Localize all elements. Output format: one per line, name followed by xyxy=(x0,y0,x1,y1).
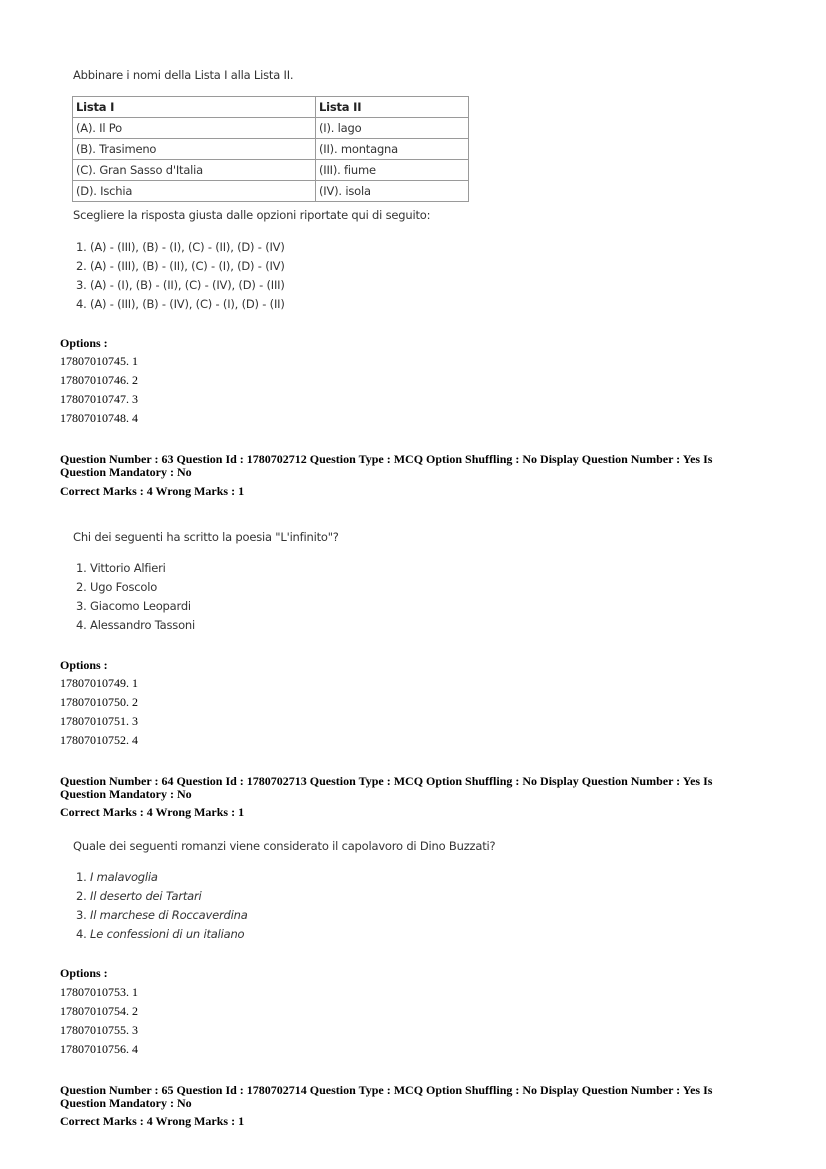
options-label: Options : xyxy=(60,658,108,672)
choice-item: 3. (A) - (I), (B) - (II), (C) - (IV), (D) - (III) xyxy=(76,278,285,292)
q62-prompt: Abbinare i nomi della Lista I alla Lista II. xyxy=(73,68,294,82)
option-item: 17807010756. 4 xyxy=(60,1042,138,1056)
table-row xyxy=(73,181,469,202)
question-mandatory: Question Mandatory : No xyxy=(60,1096,192,1110)
question-meta: Question Number : 63 Question Id : 1780702712 Question Type : MCQ Option Shuffling : No Display Question Number : Yes Is xyxy=(60,452,713,466)
table-header-row xyxy=(73,97,469,118)
choice-title: I malavoglia xyxy=(90,870,158,884)
choice-title: Il deserto dei Tartari xyxy=(90,889,202,903)
choice-item xyxy=(76,927,244,941)
choice-number: 3. xyxy=(76,908,91,922)
table-cell: (III). fiume xyxy=(316,160,469,181)
q63-prompt: Chi dei seguenti ha scritto la poesia "L'infinito"? xyxy=(73,530,339,544)
option-item: 17807010745. 1 xyxy=(60,354,138,368)
option-item: 17807010748. 4 xyxy=(60,411,138,425)
option-item: 17807010753. 1 xyxy=(60,985,138,999)
question-mandatory: Question Mandatory : No xyxy=(60,465,192,479)
choice-title: Il marchese di Roccaverdina xyxy=(90,908,248,922)
choice-item xyxy=(76,870,158,884)
q64-prompt: Quale dei seguenti romanzi viene considerato il capolavoro di Dino Buzzati? xyxy=(73,839,496,853)
option-item: 17807010746. 2 xyxy=(60,373,138,387)
choice-item: 1. Vittorio Alfieri xyxy=(76,561,166,575)
table-header: Lista II xyxy=(316,97,469,118)
choice-title: Le confessioni di un italiano xyxy=(90,927,245,941)
option-item: 17807010755. 3 xyxy=(60,1023,138,1037)
choice-item: 2. (A) - (III), (B) - (II), (C) - (I), (D) - (IV) xyxy=(76,259,285,273)
choice-number: 4. xyxy=(76,927,91,941)
table-row xyxy=(73,139,469,160)
question-mandatory: Question Mandatory : No xyxy=(60,787,192,801)
question-marks: Correct Marks : 4 Wrong Marks : 1 xyxy=(60,805,245,819)
question-meta: Question Number : 65 Question Id : 1780702714 Question Type : MCQ Option Shuffling : No Display Question Number : Yes Is xyxy=(60,1083,713,1097)
choice-number: 2. xyxy=(76,889,91,903)
choice-item: 1. (A) - (III), (B) - (I), (C) - (II), (D) - (IV) xyxy=(76,240,285,254)
options-label: Options : xyxy=(60,336,108,350)
choice-item: 4. (A) - (III), (B) - (IV), (C) - (I), (D) - (II) xyxy=(76,297,285,311)
table-cell: (A). Il Po xyxy=(73,118,316,139)
table-cell: (D). Ischia xyxy=(73,181,316,202)
table-cell: (I). lago xyxy=(316,118,469,139)
choice-item: 4. Alessandro Tassoni xyxy=(76,618,196,632)
option-item: 17807010750. 2 xyxy=(60,695,138,709)
option-item: 17807010751. 3 xyxy=(60,714,138,728)
q62-instruction: Scegliere la risposta giusta dalle opzioni riportate qui di seguito: xyxy=(73,208,431,222)
option-item: 17807010749. 1 xyxy=(60,676,138,690)
choice-item: 2. Ugo Foscolo xyxy=(76,580,158,594)
table-cell: (B). Trasimeno xyxy=(73,139,316,160)
choice-item: 3. Giacomo Leopardi xyxy=(76,599,191,613)
matching-table xyxy=(72,96,469,202)
option-item: 17807010747. 3 xyxy=(60,392,138,406)
choice-item xyxy=(76,889,202,903)
question-meta: Question Number : 64 Question Id : 1780702713 Question Type : MCQ Option Shuffling : No Display Question Number : Yes Is xyxy=(60,774,713,788)
table-row xyxy=(73,160,469,181)
table-cell: (II). montagna xyxy=(316,139,469,160)
question-marks: Correct Marks : 4 Wrong Marks : 1 xyxy=(60,1114,245,1128)
options-label: Options : xyxy=(60,966,108,980)
choice-number: 1. xyxy=(76,870,91,884)
choice-item xyxy=(76,908,248,922)
table-header: Lista I xyxy=(73,97,316,118)
option-item: 17807010754. 2 xyxy=(60,1004,138,1018)
table-row xyxy=(73,118,469,139)
option-item: 17807010752. 4 xyxy=(60,733,138,747)
table-cell: (C). Gran Sasso d'Italia xyxy=(73,160,316,181)
question-marks: Correct Marks : 4 Wrong Marks : 1 xyxy=(60,484,245,498)
table-cell: (IV). isola xyxy=(316,181,469,202)
